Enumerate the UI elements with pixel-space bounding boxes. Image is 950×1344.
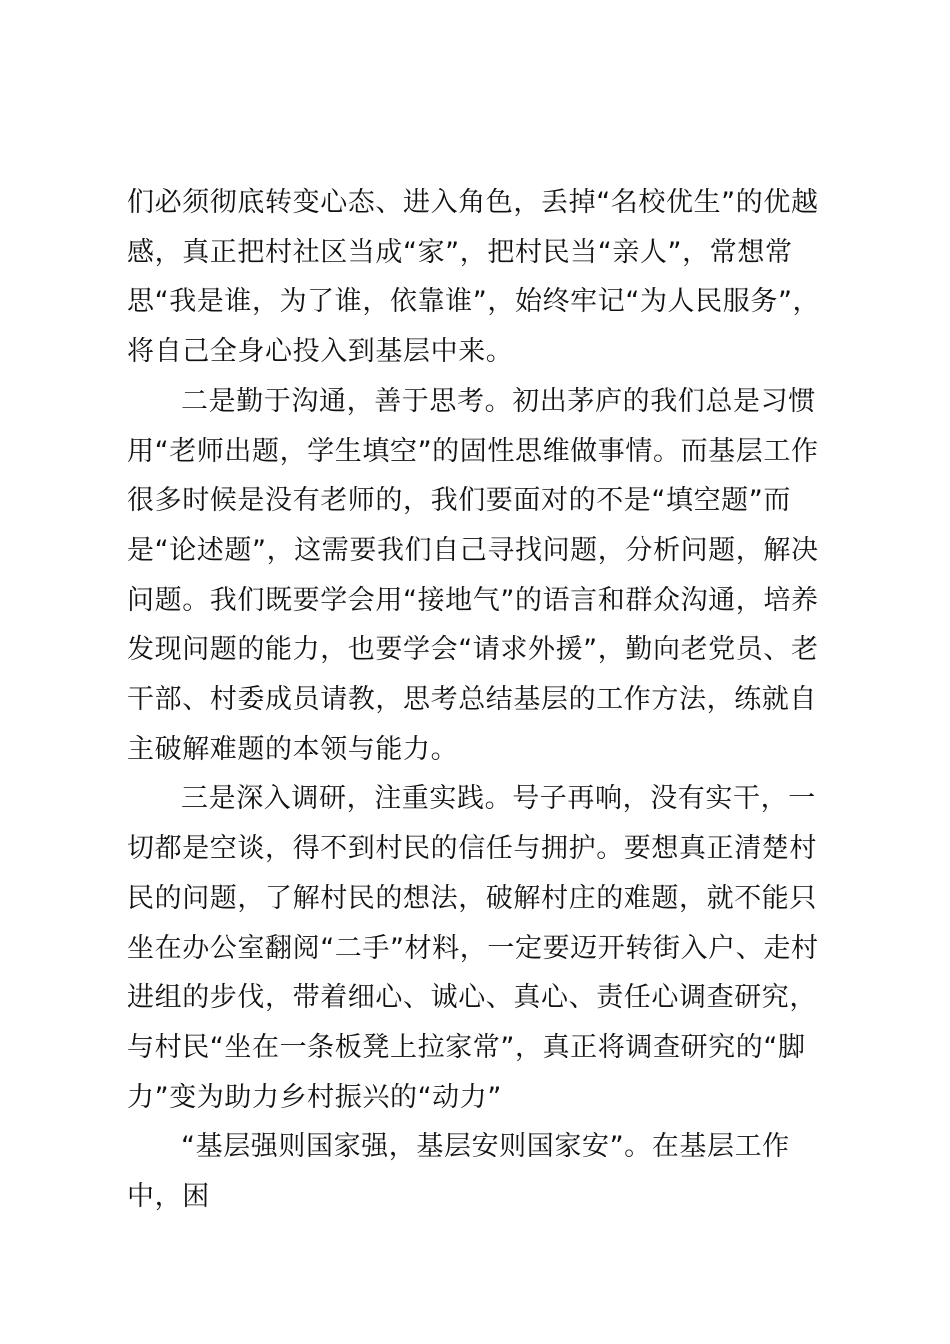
paragraph-communication: 二是勤于沟通，善于思考。初出茅庐的我们总是习惯用“老师出题，学生填空”的固性思维做事情。而基层工作很多时候是没有老师的，我们要面对的不是“填空题”而是“论述题”，这需要我们自己寻找问题，分析问题，解决问题。我们既要学会用“接地气”的语言和群众沟通，培养发现问题的能力，也要学会“请求外援”，勤向老党员、老干部、村委成员请教，思考总结基层的工作方法，练就自主破解难题的本领与能力。 bbox=[127, 385, 819, 765]
paragraph-continued: 们必须彻底转变心态、进入角色，丢掉“名校优生”的优越感，真正把村社区当成“家”，把村民当“亲人”，常想常思“我是谁，为了谁，依靠谁”，始终牢记“为人民服务”，将自己全身心投入到基层中来。 bbox=[127, 187, 821, 368]
paragraph-research-practice: 三是深入调研，注重实践。号子再响，没有实干，一切都是空谈，得不到村民的信任与拥护。要想真正清楚村民的问题，了解村民的想法，破解村庄的难题，就不能只坐在办公室翻阅“二手”材料，一定要迈开转街入户、走村进组的步伐，带着细心、诚心、真心、责任心调查研究，与村民“坐在一条板凳上拉家常”，真正将调查研究的“脚力”变为助力乡村振兴的“动力” bbox=[127, 783, 819, 1113]
paragraph-grassroots-quote: “基层强则国家强，基层安则国家安”。在基层工作中，困 bbox=[127, 1131, 790, 1213]
document-body bbox=[127, 178, 837, 1222]
